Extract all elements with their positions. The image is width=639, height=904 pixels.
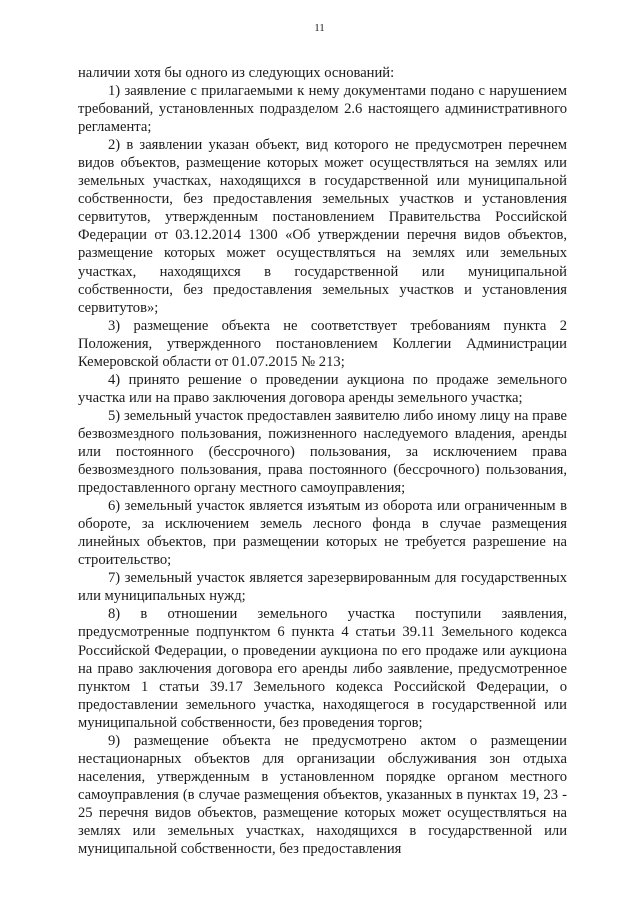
list-item-5: 5) земельный участок предоставлен заявителю либо иному лицу на праве безвозмездного пользования, пожизненного наследуемого владения, аренды или постоянного (бессрочного) пользования, за исключением права безвозмездного пользования, права постоянного (бессрочного) пользования, предоставленного органу местного самоуправления; (78, 407, 567, 497)
list-item-1: 1) заявление с прилагаемыми к нему документами подано с нарушением требований, установленных подразделом 2.6 настоящего административного регламента; (78, 83, 567, 136)
list-item-6: 6) земельный участок является изъятым из оборота или ограниченным в обороте, за исключением земель лесного фонда в случае размещения линейных объектов, при размещении которых не требуется разрешение на строительство; (78, 498, 567, 569)
page-number: 11 (314, 22, 325, 34)
list-item-9: 9) размещение объекта не предусмотрено актом о размещении нестационарных объектов для организации обслуживания зон отдыха населения, утвержденным в установленном порядке органом местного самоуправления (в случае размещения объектов, указанных в пунктах 19, 23 - 25 перечня видов объектов, размещение которых может осуществляться на землях или земельных участках, находящихся в государственной или муниципальной собственности, без предоставления (78, 732, 567, 858)
list-item-4: 4) принято решение о проведении аукциона по продаже земельного участка или на право заключения договора аренды земельного участка; (78, 371, 567, 406)
list-item-2: 2) в заявлении указан объект, вид которого не предусмотрен перечнем видов объектов, размещение которых может осуществляться на землях или земельных участках, находящихся в государственной или муниципальной собственности, без предоставления земельных участков и установления сервитутов, утвержденным постановлением Правительства Российской Федерации от 03.12.2014 1300 «Об утверждении перечня видов объектов, размещение которых может осуществляться на землях или земельных участках, находящихся в государственной или муниципальной собственности, без предоставления земельных участков и установления сервитутов»; (78, 137, 567, 316)
list-item-3: 3) размещение объекта не соответствует требованиям пункта 2 Положения, утвержденного постановлением Коллегии Администрации Кемеровской области от 01.07.2015 № 213; (78, 317, 567, 370)
list-item-7: 7) земельный участок является зарезервированным для государственных или муниципальных нужд; (78, 570, 567, 605)
intro-paragraph: наличии хотя бы одного из следующих оснований: (78, 65, 395, 81)
list-item-8: 8) в отношении земельного участка поступили заявления, предусмотренные подпунктом 6 пункта 4 статьи 39.11 Земельного кодекса Российской Федерации, о проведении аукциона по его продаже или аукциона на право заключения договора его аренды либо заявление, предусмотренное пунктом 1 статьи 39.17 Земельного кодекса Российской Федерации, о предоставлении земельного участка, находящегося в государственной или муниципальной собственности, без проведения торгов; (78, 606, 567, 731)
document-body (78, 64, 567, 858)
